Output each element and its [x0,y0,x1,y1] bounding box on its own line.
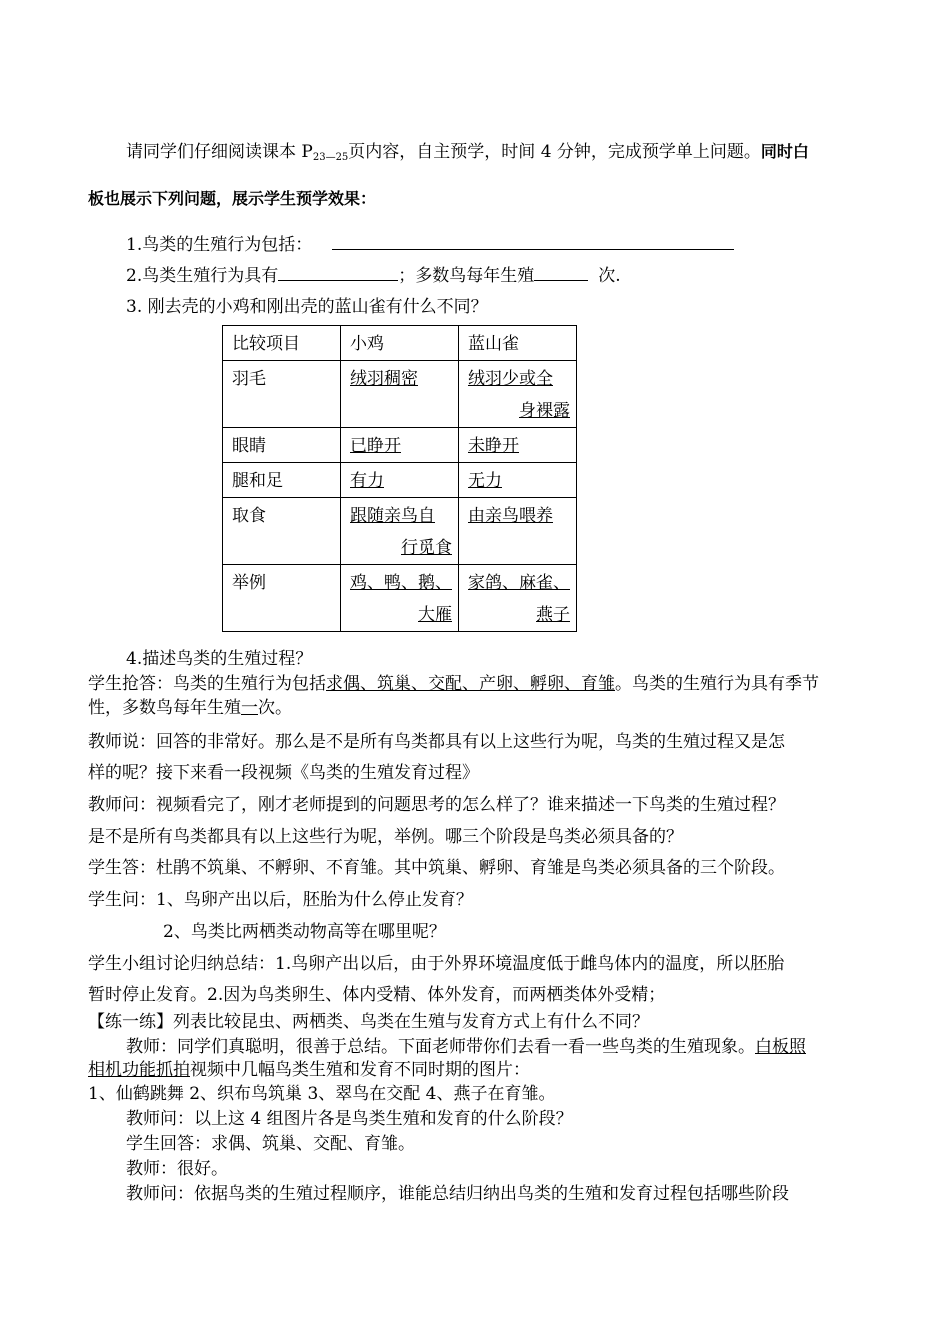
text: 学生抢答：鸟类的生殖行为包括 [88,674,326,694]
cell-line: 家鸽、麻雀、 [468,573,570,593]
table-header-cell: 小鸡 [341,326,459,361]
intro-text: 请同学们仔细阅读课本 P [126,142,313,162]
table-cell-tit [459,428,577,463]
student-question-line: 2、鸟类比两栖类动物高等在哪里呢？ [163,922,446,942]
table-cell-tit [459,498,577,565]
group-summary-line: 学生小组讨论归纳总结：1.鸟卵产出以后，由于外界环境温度低于雌鸟体内的温度，所以胚胎 [88,954,785,974]
cell-line: 鸡、鸭、鹅、 [350,573,452,593]
table-cell-tit [459,361,577,428]
table-header-cell: 蓝山雀 [459,326,577,361]
table-row [223,498,577,565]
text: 次。 [258,698,292,718]
table-cell-chick [341,498,459,565]
underlined-text: 一 [241,698,258,718]
page-range-subscript: 23—25 [312,152,349,163]
picture-list: 1、仙鹤跳舞 2、织布鸟筑巢 3、翠鸟在交配 4、燕子在育雏。 [88,1084,556,1104]
underlined-text: 求偶、筑巢、交配、产卵、孵卵、育雏 [326,674,615,694]
intro-bold-text: 同时白 [760,142,809,161]
student-answer-line-1 [88,673,819,695]
underlined-text: 相机功能抓拍 [88,1060,190,1080]
cell-line: 绒羽少或全 [468,369,553,389]
cell-line: 由亲鸟喂养 [468,506,553,526]
table-cell-chick [341,361,459,428]
teacher-line: 样的呢？接下来看一段视频《鸟类的生殖发育过程》 [88,763,479,783]
teacher-line: 教师问：依据鸟类的生殖过程顺序，谁能总结归纳出鸟类的生殖和发育过程包括哪些阶段 [126,1184,789,1204]
table-row [223,463,577,498]
table-row [223,428,577,463]
table-cell-item: 举例 [223,565,341,632]
table-cell-item: 眼睛 [223,428,341,463]
teacher-line: 教师问：以上这 4 组图片各是鸟类生殖和发育的什么阶段？ [126,1109,573,1129]
cell-line: 跟随亲鸟自 [350,506,435,526]
teacher-line: 教师：很好。 [126,1159,228,1179]
teacher-line: 教师说：回答的非常好。那么是不是所有鸟类都具有以上这些行为呢，鸟类的生殖过程又是怎 [88,732,785,752]
intro-line-2: 板也展示下列问题，展示学生预学效果： [88,189,377,208]
question-1-text: 1.鸟类的生殖行为包括： [126,235,313,255]
answer-blank [278,264,398,281]
teacher-line [88,1059,530,1081]
cell-line: 燕子 [536,605,570,625]
table-cell-chick [341,463,459,498]
teacher-line: 是不是所有鸟类都具有以上这些行为呢，举例。哪三个阶段是鸟类必须具备的？ [88,827,683,847]
student-line: 学生答：杜鹃不筑巢、不孵卵、不育雏。其中筑巢、孵卵、育雏是鸟类必须具备的三个阶段。 [88,858,785,878]
cell-line: 大雁 [418,605,452,625]
text: 。鸟类的生殖行为具有季节 [615,674,819,694]
practice-text: 【练一练】列表比较昆虫、两栖类、鸟类在生殖与发育方式上有什么不同？ [88,1012,649,1032]
text: 视频中几幅鸟类生殖和发育不同时期的图片： [190,1060,530,1080]
question-3: 3. 刚去壳的小鸡和刚出壳的蓝山雀有什么不同？ [126,297,488,317]
cell-line: 身裸露 [519,401,570,421]
answer-blank [332,233,734,250]
student-question-line: 学生问：1、鸟卵产出以后，胚胎为什么停止发育？ [88,890,473,910]
question-2-text-cont: ；多数鸟每年生殖 [398,266,535,286]
table-row [223,361,577,428]
teacher-line: 教师问：视频看完了，刚才老师提到的问题思考的怎么样了？谁来描述一下鸟类的生殖过程？ [88,795,785,815]
table-cell-tit [459,565,577,632]
table-header-cell: 比较项目 [223,326,341,361]
table-cell-item: 取食 [223,498,341,565]
cell-line: 未睁开 [468,436,519,456]
cell-line: 绒羽稠密 [350,369,418,389]
answer-blank [534,264,588,281]
comparison-table [222,325,577,632]
question-2 [126,264,621,287]
question-2-text: 2.鸟类生殖行为具有 [126,266,279,286]
teacher-line [126,1036,806,1058]
table-cell-chick [341,565,459,632]
text: 性，多数鸟每年生殖 [88,698,241,718]
underlined-text: 白板照 [755,1037,806,1057]
text: 教师：同学们真聪明，很善于总结。下面老师带你们去看一看一些鸟类的生殖现象。 [126,1037,755,1057]
table-cell-chick [341,428,459,463]
question-1 [126,233,734,256]
question-4: 4.描述鸟类的生殖过程？ [126,649,313,669]
cell-line: 无力 [468,471,502,491]
table-header-row [223,326,577,361]
cell-line: 行觅食 [401,538,452,558]
intro-line-1 [126,141,809,169]
table-cell-tit [459,463,577,498]
question-2-text-end: 次. [598,266,621,286]
student-answer-line-2 [88,697,292,719]
table-cell-item: 羽毛 [223,361,341,428]
table-row [223,565,577,632]
table-cell-item: 腿和足 [223,463,341,498]
intro-text-cont: 页内容，自主预学，时间 4 分钟，完成预学单上问题。 [348,142,761,162]
group-summary-line: 暂时停止发育。2.因为鸟类卵生、体内受精、体外发育，而两栖类体外受精； [88,985,666,1005]
student-line: 学生回答：求偶、筑巢、交配、育雏。 [126,1134,415,1154]
practice-line [88,1011,649,1033]
cell-line: 有力 [350,471,384,491]
cell-line: 已睁开 [350,436,401,456]
